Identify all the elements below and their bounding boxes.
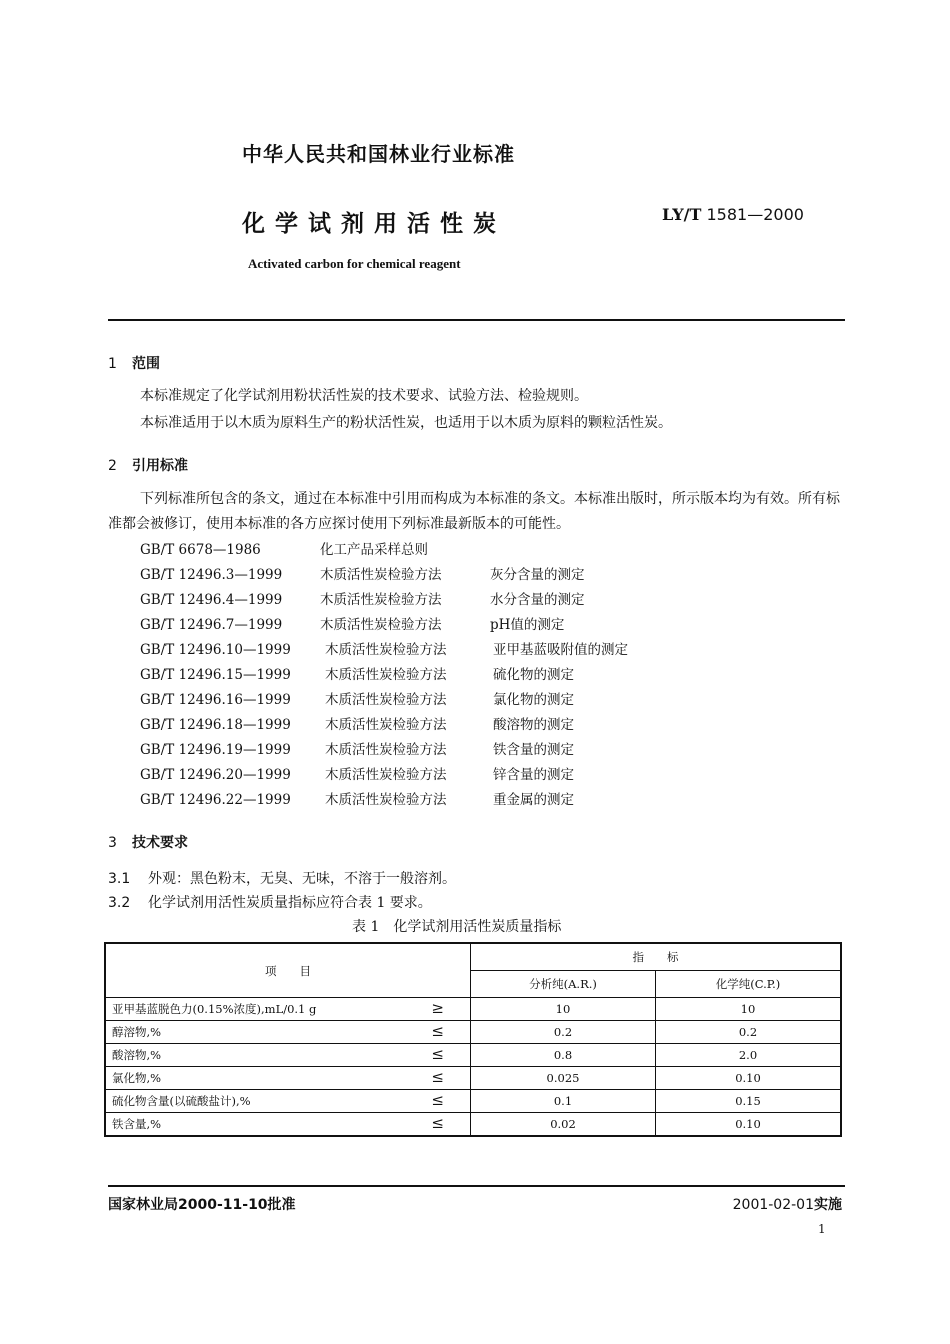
row-item-label: 氯化物,% [112, 1071, 162, 1085]
table-row [105, 1113, 841, 1137]
reference-item [140, 788, 628, 813]
reference-code: GB/T 12496.7—1999 [140, 617, 283, 633]
reference-list [140, 538, 628, 813]
clause-3-1 [108, 868, 456, 888]
reference-item [140, 688, 628, 713]
reference-name: 木质活性炭检验方法 [320, 617, 442, 633]
row-ar-value: 10 [471, 998, 656, 1021]
section-2-number: 2 [108, 458, 117, 474]
reference-item [140, 588, 628, 613]
reference-topic: 亚甲基蓝吸附值的测定 [493, 642, 628, 658]
reference-topic: 锌含量的测定 [493, 767, 574, 783]
reference-name: 木质活性炭检验方法 [325, 792, 447, 808]
reference-code: GB/T 12496.22—1999 [140, 792, 291, 808]
english-title: Activated carbon for chemical reagent [248, 256, 461, 271]
reference-topic: 灰分含量的测定 [490, 567, 585, 583]
reference-code: GB/T 12496.20—1999 [140, 767, 291, 783]
effective-date-label: 实施 [814, 1197, 842, 1213]
reference-topic: 硫化物的测定 [493, 667, 574, 683]
section-3-number: 3 [108, 835, 117, 851]
reference-code: GB/T 12496.19—1999 [140, 742, 291, 758]
section-1-paragraph-2: 本标准适用于以木质为原料生产的粉状活性炭，也适用于以木质为原料的颗粒活性炭。 [140, 415, 672, 431]
row-cp-value: 0.15 [656, 1090, 842, 1113]
reference-name: 木质活性炭检验方法 [325, 642, 447, 658]
reference-topic: 重金属的测定 [493, 792, 574, 808]
section-2-paragraph: 下列标准所包含的条文，通过在本标准中引用而构成为本标准的条文。本标准出版时，所示版本均为有效。所有标准都会被修订，使用本标准的各方应探讨使用下列标准最新版本的可能性。 [108, 491, 840, 532]
row-operator: ≤ [431, 1022, 444, 1040]
row-item [105, 1090, 471, 1113]
row-ar-value: 0.1 [471, 1090, 656, 1113]
row-cp-value: 2.0 [656, 1044, 842, 1067]
quality-index-table [104, 942, 842, 1137]
row-item [105, 1113, 471, 1137]
reference-code: GB/T 6678—1986 [140, 542, 261, 558]
document-title: 化学试剂用活性炭 [242, 211, 506, 237]
row-ar-value: 0.02 [471, 1113, 656, 1137]
section-2-title: 引用标准 [132, 458, 188, 474]
row-item [105, 1044, 471, 1067]
row-ar-value: 0.025 [471, 1067, 656, 1090]
row-item [105, 1067, 471, 1090]
clause-3-2 [108, 892, 432, 912]
reference-name: 木质活性炭检验方法 [320, 567, 442, 583]
row-operator: ≤ [431, 1114, 444, 1132]
table-row [105, 998, 841, 1021]
row-operator: ≥ [431, 999, 444, 1017]
reference-name: 木质活性炭检验方法 [325, 717, 447, 733]
row-ar-value: 0.8 [471, 1044, 656, 1067]
table-row [105, 1090, 841, 1113]
effective-date [733, 1194, 842, 1214]
reference-item [140, 713, 628, 738]
standard-code-number: 1581—2000 [706, 205, 804, 224]
row-cp-value: 0.10 [656, 1067, 842, 1090]
clause-3-1-text: 外观：黑色粉末，无臭、无味，不溶于一般溶剂。 [148, 871, 456, 887]
reference-item [140, 563, 628, 588]
row-item [105, 998, 471, 1021]
table-caption: 表 1 化学试剂用活性炭质量指标 [352, 919, 562, 935]
header-index: 指 标 [471, 943, 842, 971]
clause-3-2-number: 3.2 [108, 895, 131, 911]
reference-name: 木质活性炭检验方法 [325, 667, 447, 683]
header-item: 项 目 [105, 943, 471, 998]
reference-code: GB/T 12496.15—1999 [140, 667, 291, 683]
footer-rule [108, 1185, 845, 1187]
reference-topic: 氯化物的测定 [493, 692, 574, 708]
section-3-title: 技术要求 [132, 835, 188, 851]
section-1-heading [108, 353, 160, 373]
row-operator: ≤ [431, 1045, 444, 1063]
standard-code [662, 205, 804, 224]
reference-topic: pH值的测定 [490, 617, 565, 633]
reference-item [140, 763, 628, 788]
effective-date-value: 2001-02-01 [732, 1197, 814, 1213]
standard-code-prefix: LY/T [662, 205, 702, 224]
reference-code: GB/T 12496.18—1999 [140, 717, 291, 733]
clause-3-2-text: 化学试剂用活性炭质量指标应符合表 1 要求。 [148, 895, 432, 911]
reference-item [140, 613, 628, 638]
table-row [105, 1044, 841, 1067]
row-item [105, 1021, 471, 1044]
reference-name: 木质活性炭检验方法 [325, 692, 447, 708]
row-item-label: 硫化物含量(以硫酸盐计),% [112, 1094, 251, 1108]
section-3-heading [108, 832, 188, 852]
reference-name: 木质活性炭检验方法 [320, 592, 442, 608]
row-item-label: 醇溶物,% [112, 1025, 162, 1039]
table-header-row [105, 943, 841, 971]
reference-topic: 水分含量的测定 [490, 592, 585, 608]
reference-item [140, 638, 628, 663]
reference-name: 木质活性炭检验方法 [325, 767, 447, 783]
table-row [105, 1021, 841, 1044]
row-cp-value: 0.2 [656, 1021, 842, 1044]
clause-3-1-number: 3.1 [108, 871, 131, 887]
row-operator: ≤ [431, 1091, 444, 1109]
row-cp-value: 0.10 [656, 1113, 842, 1137]
header-analytical-reagent: 分析纯(A.R.) [471, 971, 656, 998]
reference-topic: 铁含量的测定 [493, 742, 574, 758]
table-row [105, 1067, 841, 1090]
row-operator: ≤ [431, 1068, 444, 1086]
page-number: 1 [818, 1222, 826, 1236]
section-1-title: 范围 [132, 356, 160, 372]
reference-topic: 酸溶物的测定 [493, 717, 574, 733]
section-1-number: 1 [108, 356, 117, 372]
header-chemically-pure: 化学纯(C.P.) [656, 971, 842, 998]
reference-code: GB/T 12496.4—1999 [140, 592, 283, 608]
reference-code: GB/T 12496.3—1999 [140, 567, 283, 583]
reference-item [140, 663, 628, 688]
header-rule [108, 319, 845, 321]
reference-name: 木质活性炭检验方法 [325, 742, 447, 758]
row-item-label: 铁含量,% [112, 1117, 162, 1131]
reference-code: GB/T 12496.16—1999 [140, 692, 291, 708]
reference-item [140, 738, 628, 763]
section-2-heading [108, 455, 188, 475]
row-item-label: 亚甲基蓝脱色力(0.15%浓度),mL/0.1 g [112, 1002, 317, 1016]
row-item-label: 酸溶物,% [112, 1048, 162, 1062]
reference-item [140, 538, 628, 563]
reference-code: GB/T 12496.10—1999 [140, 642, 291, 658]
section-1-paragraph-1: 本标准规定了化学试剂用粉状活性炭的技术要求、试验方法、检验规则。 [140, 388, 588, 404]
row-ar-value: 0.2 [471, 1021, 656, 1044]
standard-organization: 中华人民共和国林业行业标准 [242, 142, 515, 166]
issued-by: 国家林业局2000-11-10批准 [108, 1197, 296, 1213]
reference-name: 化工产品采样总则 [320, 542, 428, 558]
row-cp-value: 10 [656, 998, 842, 1021]
